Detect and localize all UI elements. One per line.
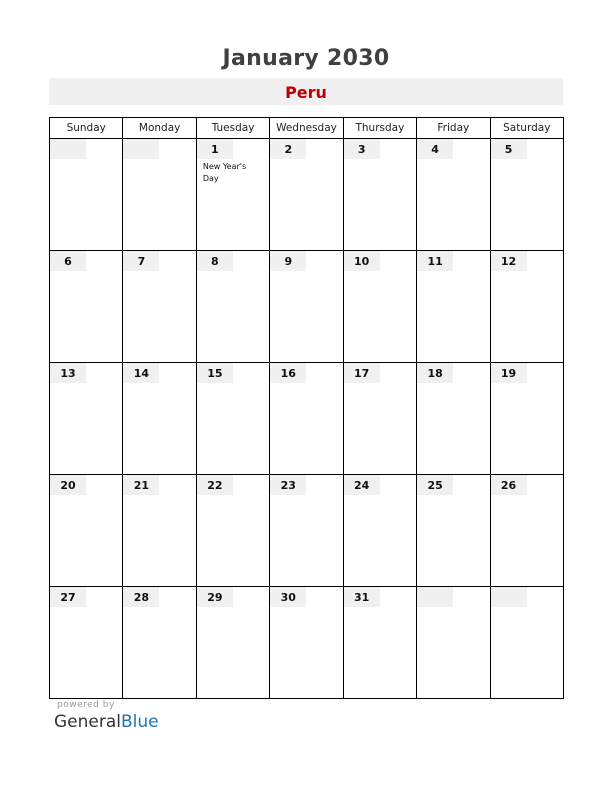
week-row bbox=[50, 139, 564, 251]
day-cell bbox=[196, 587, 269, 699]
weekday-sunday: Sunday bbox=[50, 118, 123, 139]
holiday-label: New Year's Day bbox=[202, 162, 247, 183]
country-name: Peru bbox=[285, 83, 327, 102]
day-number: 15 bbox=[197, 363, 233, 383]
day-cell bbox=[50, 251, 123, 363]
day-number: 1 bbox=[197, 139, 233, 159]
day-number: 22 bbox=[197, 475, 233, 495]
weekday-header-row bbox=[50, 118, 564, 139]
day-cell bbox=[270, 139, 343, 251]
week-row bbox=[50, 363, 564, 475]
weekday-wednesday: Wednesday bbox=[270, 118, 343, 139]
week-row bbox=[50, 251, 564, 363]
day-cell bbox=[123, 251, 196, 363]
day-number: 24 bbox=[344, 475, 380, 495]
brand-general: General bbox=[54, 712, 121, 732]
day-number: 21 bbox=[123, 475, 159, 495]
day-number: 2 bbox=[270, 139, 306, 159]
day-number: 8 bbox=[197, 251, 233, 271]
day-cell bbox=[123, 363, 196, 475]
day-number: 17 bbox=[344, 363, 380, 383]
week-row bbox=[50, 475, 564, 587]
day-cell bbox=[490, 475, 563, 587]
weekday-saturday: Saturday bbox=[490, 118, 563, 139]
day-cell bbox=[417, 251, 490, 363]
day-number bbox=[417, 587, 453, 607]
day-cell bbox=[343, 587, 416, 699]
day-cell bbox=[50, 475, 123, 587]
day-number: 20 bbox=[50, 475, 86, 495]
calendar-title: January 2030 bbox=[222, 46, 390, 71]
day-cell bbox=[50, 363, 123, 475]
day-cell bbox=[196, 363, 269, 475]
day-number: 31 bbox=[344, 587, 380, 607]
weekday-tuesday: Tuesday bbox=[196, 118, 269, 139]
day-cell bbox=[343, 363, 416, 475]
day-number: 30 bbox=[270, 587, 306, 607]
generalblue-logo[interactable] bbox=[54, 712, 159, 732]
day-cell bbox=[123, 139, 196, 251]
day-number: 26 bbox=[491, 475, 527, 495]
day-number: 18 bbox=[417, 363, 453, 383]
day-number: 6 bbox=[50, 251, 86, 271]
day-cell bbox=[270, 587, 343, 699]
day-number: 4 bbox=[417, 139, 453, 159]
day-cell bbox=[490, 139, 563, 251]
day-number: 3 bbox=[344, 139, 380, 159]
day-number: 19 bbox=[491, 363, 527, 383]
calendar-body bbox=[50, 139, 564, 699]
powered-by-label: powered by bbox=[57, 700, 115, 710]
day-cell bbox=[417, 475, 490, 587]
day-cell bbox=[123, 475, 196, 587]
weekday-friday: Friday bbox=[417, 118, 490, 139]
day-cell bbox=[490, 587, 563, 699]
day-number: 14 bbox=[123, 363, 159, 383]
brand-blue: Blue bbox=[121, 712, 159, 732]
week-row bbox=[50, 587, 564, 699]
day-number: 27 bbox=[50, 587, 86, 607]
day-cell bbox=[417, 363, 490, 475]
weekday-thursday: Thursday bbox=[343, 118, 416, 139]
day-cell bbox=[50, 587, 123, 699]
day-number: 11 bbox=[417, 251, 453, 271]
day-cell bbox=[123, 587, 196, 699]
day-number bbox=[491, 587, 527, 607]
day-cell bbox=[196, 475, 269, 587]
day-cell bbox=[343, 139, 416, 251]
day-number: 9 bbox=[270, 251, 306, 271]
day-cell bbox=[270, 363, 343, 475]
day-cell bbox=[270, 251, 343, 363]
day-number: 10 bbox=[344, 251, 380, 271]
day-number: 12 bbox=[491, 251, 527, 271]
day-cell bbox=[417, 587, 490, 699]
day-number: 28 bbox=[123, 587, 159, 607]
day-cell bbox=[270, 475, 343, 587]
day-number: 25 bbox=[417, 475, 453, 495]
day-cell bbox=[343, 475, 416, 587]
calendar-grid bbox=[49, 117, 564, 699]
day-number: 29 bbox=[197, 587, 233, 607]
day-cell bbox=[417, 139, 490, 251]
day-number: 13 bbox=[50, 363, 86, 383]
weekday-monday: Monday bbox=[123, 118, 196, 139]
day-cell bbox=[50, 139, 123, 251]
day-number: 7 bbox=[123, 251, 159, 271]
country-banner bbox=[49, 78, 563, 105]
day-number bbox=[123, 139, 159, 159]
day-number: 23 bbox=[270, 475, 306, 495]
day-number bbox=[50, 139, 86, 159]
day-number: 5 bbox=[491, 139, 527, 159]
day-cell bbox=[343, 251, 416, 363]
day-cell bbox=[196, 251, 269, 363]
day-cell bbox=[196, 139, 269, 251]
day-number: 16 bbox=[270, 363, 306, 383]
day-cell bbox=[490, 251, 563, 363]
day-cell bbox=[490, 363, 563, 475]
